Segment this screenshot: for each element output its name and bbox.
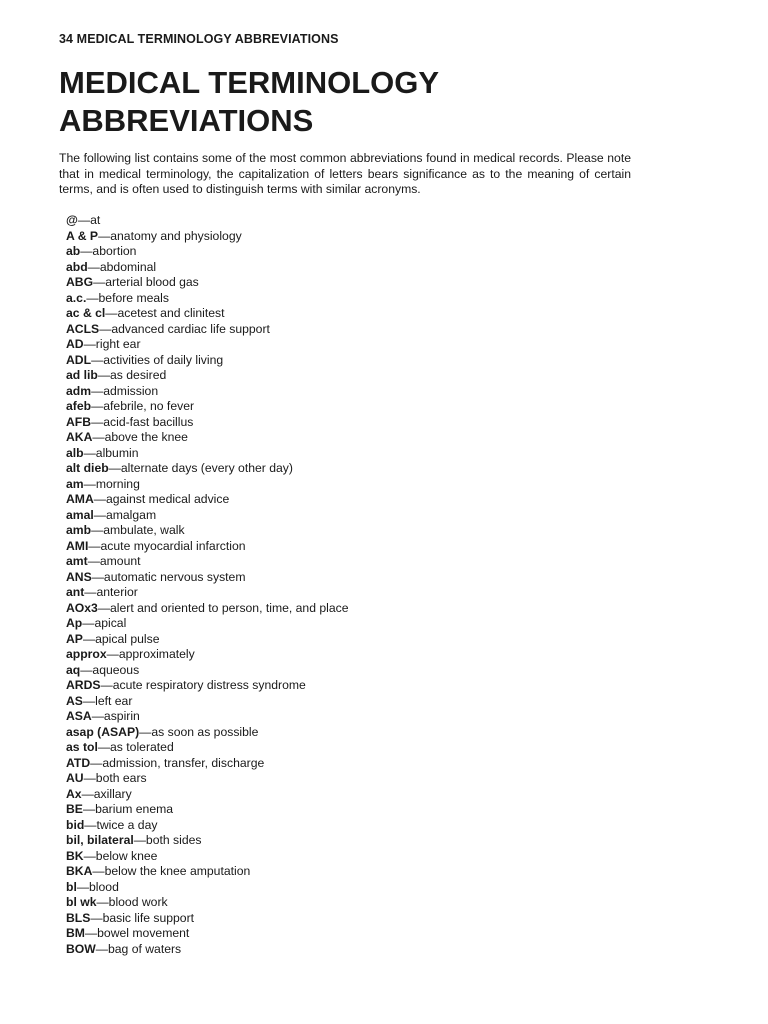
- abbreviation-entry: [66, 368, 349, 384]
- abbreviation-entry: [66, 833, 349, 849]
- abbreviation-term: A & P: [66, 228, 99, 243]
- em-dash-separator: —: [87, 259, 100, 274]
- abbreviation-term: BKA: [66, 864, 93, 878]
- abbreviation-term: AU: [66, 771, 84, 785]
- abbreviation-definition: anterior: [96, 585, 138, 599]
- abbreviation-definition: admission, transfer, discharge: [102, 755, 265, 770]
- em-dash-separator: —: [88, 538, 101, 553]
- abbreviation-term: AFB: [66, 414, 92, 429]
- intro-paragraph: The following list contains some of the most common abbreviations found in medical records. Please note that in medical terminology, the capitalization of letters bears significance as to the meaning of certain terms, and is often used to distinguish terms with similar acronyms.: [59, 151, 631, 196]
- abbreviation-term: AS: [66, 693, 83, 708]
- abbreviation-term: ADL: [66, 352, 92, 367]
- em-dash-separator: —: [84, 585, 97, 599]
- abbreviation-entry: [66, 802, 349, 818]
- abbreviation-definition: bowel movement: [97, 926, 190, 940]
- abbreviation-entry: [66, 895, 349, 911]
- abbreviation-entry: [66, 880, 349, 896]
- abbreviation-term: aq: [66, 662, 81, 677]
- abbreviation-term: ant: [66, 585, 85, 599]
- abbreviation-definition: anatomy and physiology: [110, 228, 242, 243]
- abbreviation-entry: [66, 399, 349, 415]
- abbreviation-term: ATD: [66, 755, 91, 770]
- abbreviation-entry: [66, 694, 349, 710]
- abbreviation-entry: [66, 647, 349, 663]
- em-dash-separator: —: [100, 678, 113, 692]
- abbreviation-definition: acute respiratory distress syndrome: [112, 678, 306, 692]
- abbreviation-entry: [66, 787, 349, 803]
- abbreviation-definition: below knee: [95, 848, 158, 863]
- abbreviation-term: as tol: [66, 740, 98, 754]
- em-dash-separator: —: [99, 321, 112, 336]
- abbreviation-definition: acute myocardial infarction: [100, 538, 246, 553]
- abbreviation-definition: amalgam: [105, 507, 157, 522]
- em-dash-separator: —: [86, 290, 99, 305]
- abbreviation-definition: blood: [89, 879, 119, 894]
- abbreviation-definition: albumin: [95, 445, 139, 460]
- em-dash-separator: —: [91, 383, 104, 398]
- abbreviation-definition: automatic nervous system: [103, 569, 246, 584]
- abbreviation-entry: [66, 539, 349, 555]
- abbreviation-entry: [66, 213, 349, 229]
- abbreviation-entry: [66, 415, 349, 431]
- abbreviation-term: bl: [66, 879, 77, 894]
- abbreviation-term: ACLS: [66, 321, 100, 336]
- abbreviation-definition: as soon as possible: [151, 724, 259, 739]
- abbreviation-term: alb: [66, 445, 84, 460]
- abbreviation-term: abd: [66, 259, 88, 274]
- abbreviation-definition: both ears: [95, 771, 147, 785]
- abbreviation-term: ad lib: [66, 368, 98, 382]
- running-header: 34 MEDICAL TERMINOLOGY ABBREVIATIONS: [59, 32, 339, 46]
- abbreviation-entry: [66, 244, 349, 260]
- em-dash-separator: —: [96, 895, 109, 909]
- abbreviation-entry: [66, 709, 349, 725]
- abbreviation-entry: [66, 601, 349, 617]
- abbreviation-term: AD: [66, 337, 84, 351]
- abbreviation-definition: axillary: [93, 786, 132, 801]
- abbreviation-term: AMI: [66, 538, 89, 553]
- em-dash-separator: —: [95, 941, 108, 956]
- abbreviation-entry: [66, 570, 349, 586]
- abbreviation-entry: [66, 725, 349, 741]
- em-dash-separator: —: [81, 786, 94, 801]
- abbreviation-entry: [66, 911, 349, 927]
- em-dash-separator: —: [91, 709, 104, 723]
- abbreviation-definition: above the knee: [104, 430, 188, 444]
- abbreviation-definition: at: [90, 213, 101, 227]
- em-dash-separator: —: [90, 910, 103, 925]
- abbreviation-term: approx: [66, 647, 107, 661]
- em-dash-separator: —: [77, 213, 91, 227]
- abbreviation-term: adm: [66, 383, 92, 398]
- abbreviation-term: afeb: [66, 399, 92, 413]
- abbreviation-entry: [66, 554, 349, 570]
- abbreviation-entry: [66, 384, 349, 400]
- abbreviation-definition: aqueous: [92, 662, 140, 677]
- em-dash-separator: —: [91, 352, 104, 367]
- em-dash-separator: —: [106, 647, 119, 661]
- abbreviation-definition: both sides: [145, 833, 202, 847]
- abbreviation-definition: abdominal: [99, 259, 157, 274]
- abbreviation-entry: [66, 353, 349, 369]
- abbreviation-term: amal: [66, 507, 94, 522]
- abbreviation-term: alt dieb: [66, 461, 109, 475]
- abbreviation-term: amb: [66, 523, 92, 537]
- em-dash-separator: —: [98, 228, 111, 243]
- abbreviation-term: am: [66, 476, 84, 491]
- abbreviation-term: BOW: [66, 941, 96, 956]
- abbreviation-entry: [66, 461, 349, 477]
- abbreviation-definition: approximately: [118, 647, 195, 661]
- abbreviation-definition: below the knee amputation: [104, 864, 251, 878]
- em-dash-separator: —: [105, 306, 118, 320]
- abbreviation-term: AMA: [66, 492, 94, 506]
- em-dash-separator: —: [90, 755, 103, 770]
- em-dash-separator: —: [97, 368, 111, 382]
- abbreviation-entry: [66, 508, 349, 524]
- abbreviation-definition: admission: [103, 383, 159, 398]
- abbreviation-definition: alert and oriented to person, time, and place: [110, 600, 349, 615]
- em-dash-separator: —: [91, 569, 104, 584]
- em-dash-separator: —: [93, 507, 106, 522]
- em-dash-separator: —: [87, 554, 100, 568]
- abbreviation-definition: apical: [94, 616, 127, 630]
- abbreviation-definition: afebrile, no fever: [103, 399, 195, 413]
- em-dash-separator: —: [84, 926, 98, 940]
- abbreviation-term: a.c.: [66, 290, 87, 305]
- em-dash-separator: —: [82, 616, 95, 630]
- em-dash-separator: —: [97, 740, 111, 754]
- abbreviation-definition: twice a day: [96, 817, 158, 832]
- abbreviation-definition: barium enema: [95, 802, 174, 816]
- abbreviation-term: amt: [66, 554, 88, 568]
- abbreviation-term: Ax: [66, 786, 82, 801]
- abbreviation-entry: [66, 818, 349, 834]
- abbreviation-definition: before meals: [98, 290, 169, 305]
- em-dash-separator: —: [93, 492, 106, 506]
- abbreviation-definition: advanced cardiac life support: [111, 321, 270, 336]
- em-dash-separator: —: [83, 337, 96, 351]
- abbreviation-definition: acid-fast bacillus: [103, 414, 194, 429]
- em-dash-separator: —: [83, 771, 96, 785]
- abbreviation-entry: [66, 616, 349, 632]
- abbreviation-term: asap (ASAP): [66, 724, 140, 739]
- abbreviation-entry: [66, 492, 349, 508]
- abbreviation-entry: [66, 322, 349, 338]
- em-dash-separator: —: [83, 445, 96, 460]
- em-dash-separator: —: [82, 802, 96, 816]
- abbreviation-definition: right ear: [95, 337, 141, 351]
- em-dash-separator: —: [139, 724, 152, 739]
- abbreviation-definition: alternate days (every other day): [120, 461, 293, 475]
- abbreviation-entry: [66, 306, 349, 322]
- abbreviation-term: ARDS: [66, 678, 101, 692]
- abbreviation-entry: [66, 337, 349, 353]
- abbreviation-definition: ambulate, walk: [103, 523, 185, 537]
- em-dash-separator: —: [91, 399, 104, 413]
- abbreviation-definition: morning: [95, 476, 140, 491]
- abbreviation-definition: against medical advice: [105, 492, 230, 506]
- abbreviation-term: ASA: [66, 709, 92, 723]
- abbreviation-term: Ap: [66, 616, 83, 630]
- abbreviation-definition: amount: [99, 554, 141, 568]
- abbreviation-term: BE: [66, 802, 83, 816]
- abbreviation-entry: [66, 446, 349, 462]
- abbreviation-term: bid: [66, 817, 85, 832]
- abbreviation-entry: [66, 632, 349, 648]
- abbreviation-term: BLS: [66, 910, 91, 925]
- abbreviation-term: AOx3: [66, 600, 98, 615]
- abbreviation-entry: [66, 523, 349, 539]
- em-dash-separator: —: [93, 275, 106, 289]
- em-dash-separator: —: [97, 600, 111, 615]
- em-dash-separator: —: [84, 817, 97, 832]
- abbreviation-definition: bag of waters: [107, 941, 182, 956]
- em-dash-separator: —: [82, 631, 96, 646]
- em-dash-separator: —: [92, 864, 105, 878]
- abbreviation-entry: [66, 275, 349, 291]
- abbreviation-entry: [66, 740, 349, 756]
- abbreviation-term: ac & cl: [66, 306, 106, 320]
- abbreviation-entry: [66, 291, 349, 307]
- em-dash-separator: —: [82, 693, 96, 708]
- abbreviation-definition: basic life support: [102, 910, 195, 925]
- abbreviation-entry: [66, 430, 349, 446]
- abbreviation-entry: [66, 756, 349, 772]
- abbreviation-term: BK: [66, 848, 84, 863]
- em-dash-separator: —: [108, 461, 121, 475]
- abbreviation-entry: [66, 585, 349, 601]
- em-dash-separator: —: [91, 523, 104, 537]
- page-title: MEDICAL TERMINOLOGY ABBREVIATIONS: [59, 65, 440, 138]
- abbreviation-definition: blood work: [108, 895, 168, 909]
- abbreviation-entry: [66, 864, 349, 880]
- abbreviation-term: ab: [66, 244, 81, 258]
- abbreviation-entry: [66, 771, 349, 787]
- abbreviation-term: AKA: [66, 430, 93, 444]
- em-dash-separator: —: [83, 476, 96, 491]
- abbreviation-entry: [66, 260, 349, 276]
- abbreviation-entry: [66, 849, 349, 865]
- abbreviation-term: BM: [66, 926, 85, 940]
- abbreviation-entry: [66, 229, 349, 245]
- abbreviation-term: AP: [66, 631, 83, 646]
- em-dash-separator: —: [133, 833, 146, 847]
- abbreviation-definition: aspirin: [103, 709, 140, 723]
- em-dash-separator: —: [83, 848, 96, 863]
- abbreviation-definition: as desired: [110, 368, 167, 382]
- abbreviation-term: bl wk: [66, 895, 97, 909]
- abbreviation-term: bil, bilateral: [66, 833, 134, 847]
- em-dash-separator: —: [92, 430, 105, 444]
- em-dash-separator: —: [80, 244, 93, 258]
- abbreviation-entry: [66, 663, 349, 679]
- abbreviation-entry: [66, 942, 349, 958]
- abbreviation-entry: [66, 678, 349, 694]
- abbreviation-term: ANS: [66, 569, 92, 584]
- abbreviation-definition: as tolerated: [110, 740, 174, 754]
- abbreviation-definition: left ear: [95, 693, 133, 708]
- abbreviation-term: ABG: [66, 275, 94, 289]
- em-dash-separator: —: [80, 662, 93, 677]
- abbreviation-definition: activities of daily living: [103, 352, 224, 367]
- abbreviation-definition: apical pulse: [95, 631, 160, 646]
- abbreviation-definition: abortion: [92, 244, 137, 258]
- em-dash-separator: —: [91, 414, 104, 429]
- abbreviation-term: @: [66, 213, 78, 227]
- abbreviation-definition: acetest and clinitest: [117, 306, 225, 320]
- em-dash-separator: —: [76, 879, 90, 894]
- abbreviation-entry: [66, 926, 349, 942]
- abbreviation-list: [66, 213, 349, 957]
- abbreviation-entry: [66, 477, 349, 493]
- abbreviation-definition: arterial blood gas: [105, 275, 199, 289]
